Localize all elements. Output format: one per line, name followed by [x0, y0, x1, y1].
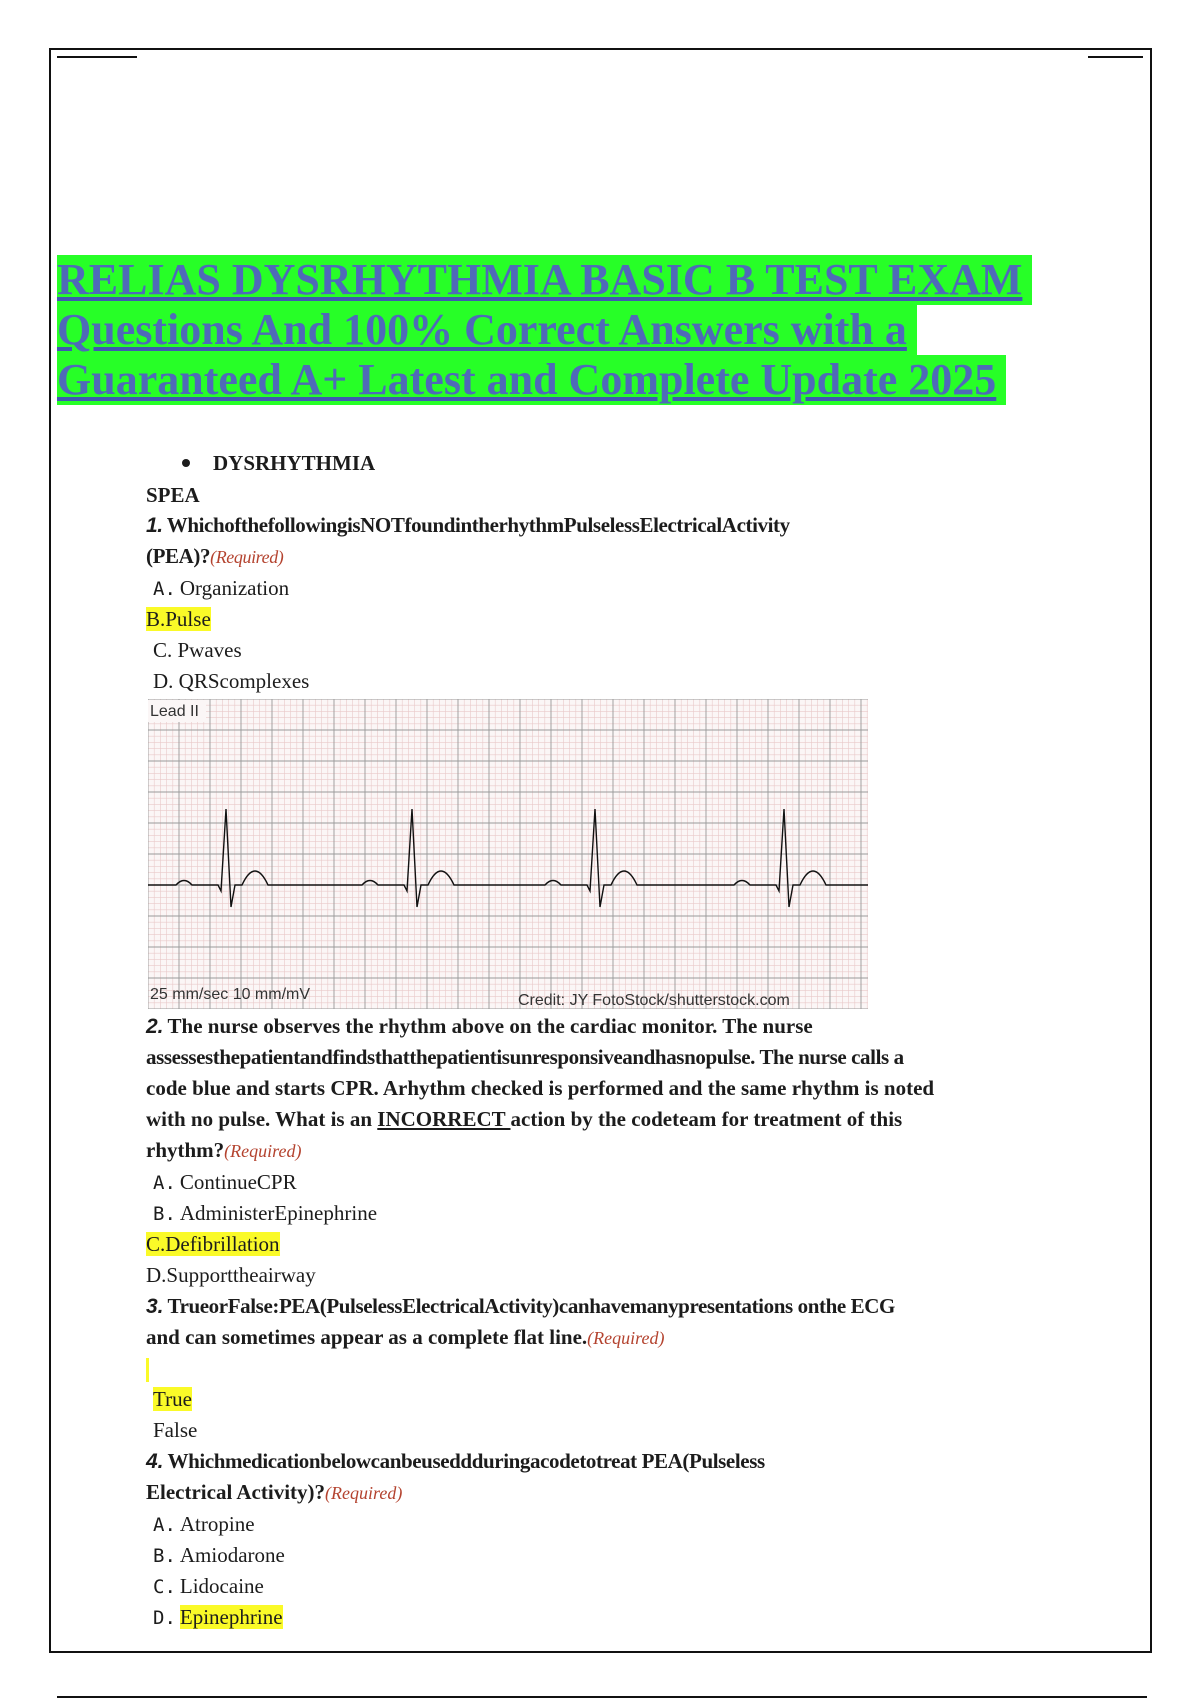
- question-text-line: assessesthepatientandfindsthatthepatientisunresponsiveandhasnopulse. The nurse calls a: [146, 1045, 904, 1069]
- question-text-line: code blue and starts CPR. Arhythm checked is performed and the same rhythm is noted: [146, 1076, 935, 1100]
- required-label: (Required): [587, 1328, 665, 1348]
- question-text-line: with no pulse. What is an: [146, 1107, 378, 1131]
- question-text-line: action by the codeteam for treatment of this: [510, 1107, 903, 1131]
- option-text: C. Pwaves: [153, 638, 242, 662]
- required-label: (Required): [224, 1141, 302, 1161]
- option-text: D. QRScomplexes: [153, 669, 310, 693]
- option-text: Atropine: [179, 1512, 255, 1536]
- option-text: True: [153, 1387, 192, 1411]
- question-number: 1.: [146, 514, 163, 537]
- answer-option[interactable]: [146, 635, 1086, 666]
- question-text-line: (PEA)?: [146, 544, 211, 568]
- answer-option-correct[interactable]: [146, 1384, 1086, 1415]
- ecg-strip-image: [148, 699, 868, 1009]
- answer-option[interactable]: [146, 1198, 1086, 1229]
- option-text: Amiodarone: [179, 1543, 285, 1567]
- answer-option[interactable]: [146, 1167, 1086, 1198]
- section-bullet: [146, 446, 1086, 480]
- option-letter: C.: [153, 1576, 176, 1598]
- option-letter: A.: [153, 578, 176, 600]
- option-text: ContinueCPR: [179, 1170, 297, 1194]
- section-bullet-label: DYSRHYTHMIA: [213, 450, 376, 475]
- document-title: [57, 255, 1057, 405]
- question-2: [146, 1011, 1086, 1167]
- question-number: 3.: [146, 1295, 164, 1318]
- question-text-line: The nurse observes the rhythm above on the cardiac monitor. The nurse: [167, 1014, 813, 1038]
- question-text-line: TrueorFalse:PEA(PulselessElectricalActivity)canhavemanypresentations onthe ECG: [167, 1294, 895, 1318]
- option-letter: D.: [153, 1607, 176, 1629]
- ecg-credit: Credit: JY FotoStock/shutterstock.com: [518, 992, 790, 1009]
- option-text: AdministerEpinephrine: [179, 1201, 378, 1225]
- title-line-3: Guaranteed A+ Latest and Complete Update 2025: [57, 355, 1006, 405]
- option-letter: B.: [153, 1203, 176, 1225]
- title-line-2: Questions And 100% Correct Answers with a: [57, 305, 917, 355]
- page-bottom-rule: [57, 1696, 1147, 1698]
- answer-option[interactable]: [146, 1509, 1086, 1540]
- answer-option-correct[interactable]: [146, 1229, 1086, 1260]
- option-letter: A.: [153, 1514, 176, 1536]
- ecg-lead-label: Lead II: [150, 703, 199, 720]
- answer-option-correct[interactable]: [146, 604, 1086, 635]
- title-line-1: RELIAS DYSRHYTHMIA BASIC B TEST EXAM: [57, 255, 1032, 305]
- ecg-scale-label: 25 mm/sec 10 mm/mV: [150, 986, 311, 1003]
- option-text: B.Pulse: [146, 607, 211, 631]
- answer-option-correct[interactable]: [146, 1602, 1086, 1633]
- option-text: False: [153, 1418, 198, 1442]
- question-1: [146, 510, 1086, 573]
- required-label: (Required): [325, 1483, 403, 1503]
- question-text-line: Whichmedicationbelowcanbeuseddduringacodetotreat PEA(Pulseless: [167, 1449, 765, 1473]
- highlight-cursor-mark: [146, 1358, 149, 1382]
- answer-option[interactable]: [146, 666, 1086, 697]
- question-text-line: Electrical Activity)?: [146, 1480, 326, 1504]
- option-text: Organization: [179, 576, 290, 600]
- incorrect-emphasis: INCORRECT: [377, 1107, 511, 1131]
- question-number: 2.: [146, 1015, 164, 1038]
- bullet-dot: [182, 459, 190, 467]
- option-letter: B.: [153, 1545, 176, 1567]
- question-text-line: WhichofthefollowingisNOTfoundintherhythmPulselessElectricalActivity: [166, 513, 790, 537]
- answer-option[interactable]: [146, 1415, 1086, 1446]
- question-text-line: and can sometimes appear as a complete flat line.: [146, 1325, 588, 1349]
- question-number: 4.: [146, 1450, 164, 1473]
- document-content: [146, 446, 1086, 1633]
- answer-option[interactable]: [146, 1540, 1086, 1571]
- option-text: D.Supporttheairway: [146, 1263, 316, 1287]
- answer-option[interactable]: [146, 573, 1086, 604]
- answer-option[interactable]: [146, 1260, 1086, 1291]
- option-text: Lidocaine: [179, 1574, 264, 1598]
- question-3: [146, 1291, 1086, 1354]
- question-4: [146, 1446, 1086, 1509]
- option-text: Epinephrine: [179, 1605, 283, 1629]
- option-text: C.Defibrillation: [146, 1232, 280, 1256]
- section-heading: SPEA: [146, 483, 200, 507]
- question-text-line: rhythm?: [146, 1138, 225, 1162]
- required-label: (Required): [210, 547, 284, 567]
- option-letter: A.: [153, 1172, 176, 1194]
- answer-option[interactable]: [146, 1571, 1086, 1602]
